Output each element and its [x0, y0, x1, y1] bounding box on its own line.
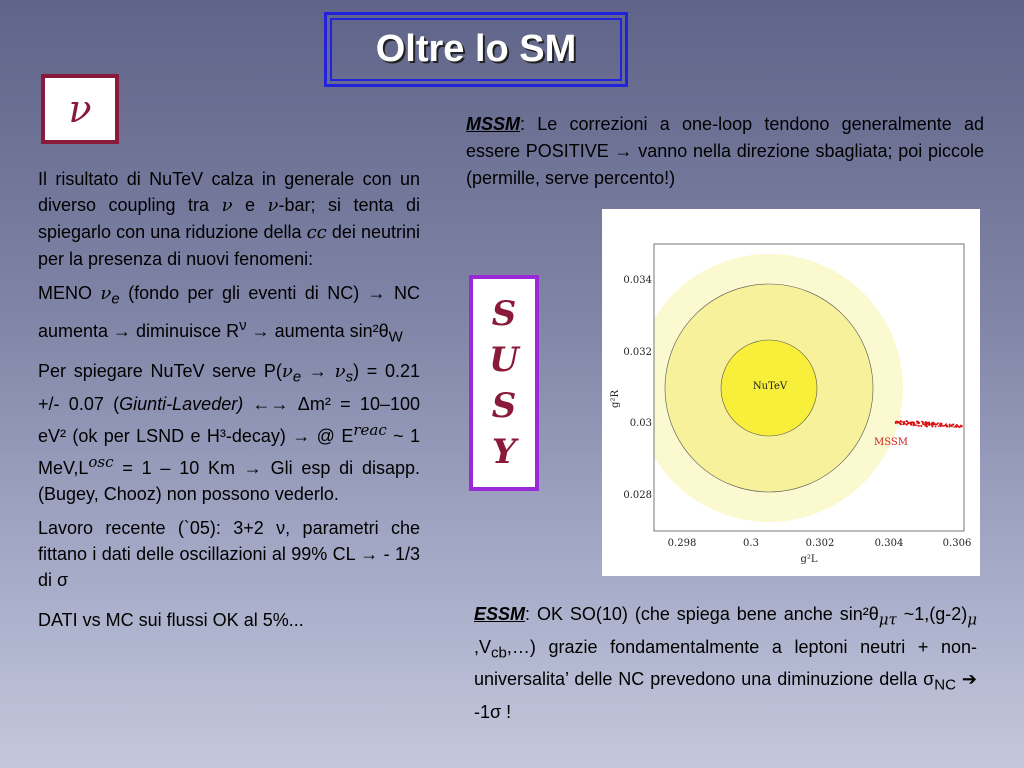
mssm-point — [921, 421, 923, 423]
nu-glyph: ν — [281, 361, 293, 383]
mssm-point — [941, 423, 943, 425]
text-run: = 1 – 10 Km → Gli esp di disapp. (Bugey, Chooz) non possono vederlo. — [38, 457, 420, 504]
superscript: ν — [239, 316, 247, 334]
slide-title: Oltre lo SM — [375, 28, 577, 70]
text-run: ) = 0.21 +/- 0.07 ( — [38, 361, 420, 414]
subscript: μτ — [878, 610, 897, 629]
mssm-paragraph — [466, 111, 984, 192]
text-run: → aumenta sin²θ — [246, 320, 389, 341]
mssm-point — [898, 421, 900, 423]
mssm-point — [931, 422, 933, 424]
mssm-point — [900, 421, 902, 423]
susy-letter: Y — [491, 432, 517, 472]
paragraph-data-vs-mc: DATI vs MC sui flussi OK al 5%... — [38, 609, 304, 630]
y-tick-label: 0.034 — [623, 275, 652, 286]
text-run: ~1,(g-2) — [896, 604, 968, 624]
nu-symbol: ν — [45, 78, 115, 140]
text-run: ,V — [474, 636, 492, 657]
mssm-point — [931, 424, 933, 426]
mssm-point — [960, 426, 962, 428]
paragraph-explanation — [38, 358, 420, 507]
y-axis — [623, 275, 652, 501]
text-run: → — [301, 361, 335, 382]
mssm-point — [913, 423, 915, 425]
x-tick-label: 0.304 — [874, 538, 904, 549]
mssm-point — [933, 423, 935, 425]
mssm-point — [938, 425, 940, 427]
y-tick-label: 0.03 — [629, 418, 652, 429]
mssm-text: : Le correzioni a one-loop tendono generalmente ad essere POSITIVE → vanno nella direzione sbagliata; poi piccole (permille, serve percento!) — [466, 114, 984, 188]
essm-label: ESSM — [474, 604, 526, 624]
superscript: osc — [88, 452, 114, 471]
mssm-label: MSSM — [874, 437, 909, 448]
nutev-label: NuTeV — [752, 381, 788, 392]
text-run: ←→ Δm² = 10–100 eV² (ok per LSND e H³-decay) → @ E — [38, 393, 420, 446]
x-tick-label: 0.302 — [805, 538, 835, 549]
paragraph-meno — [38, 280, 420, 350]
text-run: dei neutrini per la presenza di nuovi fenomeni: — [38, 222, 420, 269]
text-run: -bar; si tenta di spiegarlo con una riduzione della — [38, 195, 420, 242]
mssm-point — [920, 425, 922, 427]
essm-paragraph — [474, 601, 977, 726]
text-run: ➔ -1σ ! — [474, 669, 977, 722]
subscript: W — [388, 328, 403, 346]
mssm-point — [911, 423, 913, 425]
mssm-point — [903, 422, 905, 424]
mssm-point — [953, 424, 955, 426]
y-axis-label: g²R — [610, 390, 621, 408]
susy-letter: S — [491, 386, 517, 426]
mssm-point — [932, 426, 934, 428]
x-tick-label: 0.298 — [667, 538, 697, 549]
mssm-point — [906, 420, 908, 422]
mssm-point — [918, 425, 920, 427]
text-run: MENO — [38, 283, 101, 303]
text-run: Per spiegare NuTeV serve P( — [38, 361, 282, 382]
mssm-point — [950, 425, 952, 427]
title-box — [324, 12, 628, 87]
subscript: e — [111, 290, 120, 308]
mssm-point — [935, 426, 937, 428]
reference: Giunti-Laveder) — [119, 393, 244, 414]
mssm-point — [907, 423, 909, 425]
mssm-point — [915, 425, 917, 427]
mssm-point — [958, 425, 960, 427]
subscript: s — [345, 368, 354, 386]
susy-letter: U — [489, 340, 519, 380]
mssm-point — [955, 425, 957, 427]
mssm-point — [949, 425, 951, 427]
subscript: e — [292, 368, 302, 386]
text-run: (fondo per gli eventi di NC) → NC aumenta → diminuisce R — [38, 283, 420, 341]
mssm-point — [917, 422, 919, 424]
text-run: Il risultato di NuTeV calza in generale con un diverso coupling tra — [38, 169, 420, 215]
paragraph-recent-work: Lavoro recente (`05): 3+2 ν, parametri che fittano i dati delle oscillazioni al 99% CL → - 1/3 di σ — [38, 517, 420, 590]
subscript: cb — [491, 644, 507, 662]
title-frame — [330, 18, 622, 81]
y-tick-label: 0.028 — [623, 490, 652, 501]
superscript: reac — [353, 420, 387, 439]
mssm-point — [936, 423, 938, 425]
mssm-point — [925, 425, 927, 427]
mssm-point — [927, 423, 929, 425]
x-axis — [668, 538, 972, 549]
nu-symbol-box — [41, 74, 119, 144]
nutev-plot — [602, 209, 980, 576]
mssm-point — [946, 426, 948, 428]
mssm-point — [895, 422, 897, 424]
text-run: : OK SO(10) (che spiega bene anche sin²θ — [525, 604, 879, 624]
nu-glyph: ν — [267, 195, 279, 216]
mssm-point — [913, 425, 915, 427]
x-axis-label: g²L — [800, 554, 818, 565]
mssm-label: MSSM — [466, 114, 520, 134]
nu-glyph: ν — [100, 283, 112, 304]
susy-box — [469, 275, 539, 491]
left-text-block — [38, 166, 420, 641]
mssm-band — [895, 420, 963, 428]
nu-glyph: ν — [334, 361, 346, 383]
y-tick-label: 0.032 — [623, 347, 652, 358]
susy-letters — [473, 279, 535, 487]
mssm-point — [945, 424, 947, 426]
nu-glyph: ν — [221, 195, 233, 216]
text-run: ~ 1 MeV,L — [38, 425, 420, 478]
x-tick-label: 0.3 — [743, 538, 759, 549]
subscript: μ — [967, 610, 977, 629]
paragraph-nutev — [38, 166, 420, 272]
cc-term: cc — [306, 222, 327, 243]
plot-svg — [602, 209, 980, 576]
text-run: ,…) grazie fondamentalmente a leptoni neutri + non-universalita’ delle NC prevedono una diminuzione della σ — [474, 636, 977, 690]
susy-letter: S — [491, 294, 517, 334]
x-tick-label: 0.306 — [942, 538, 972, 549]
mssm-point — [953, 426, 955, 428]
text-run: e — [232, 195, 268, 215]
subscript: NC — [934, 676, 956, 694]
